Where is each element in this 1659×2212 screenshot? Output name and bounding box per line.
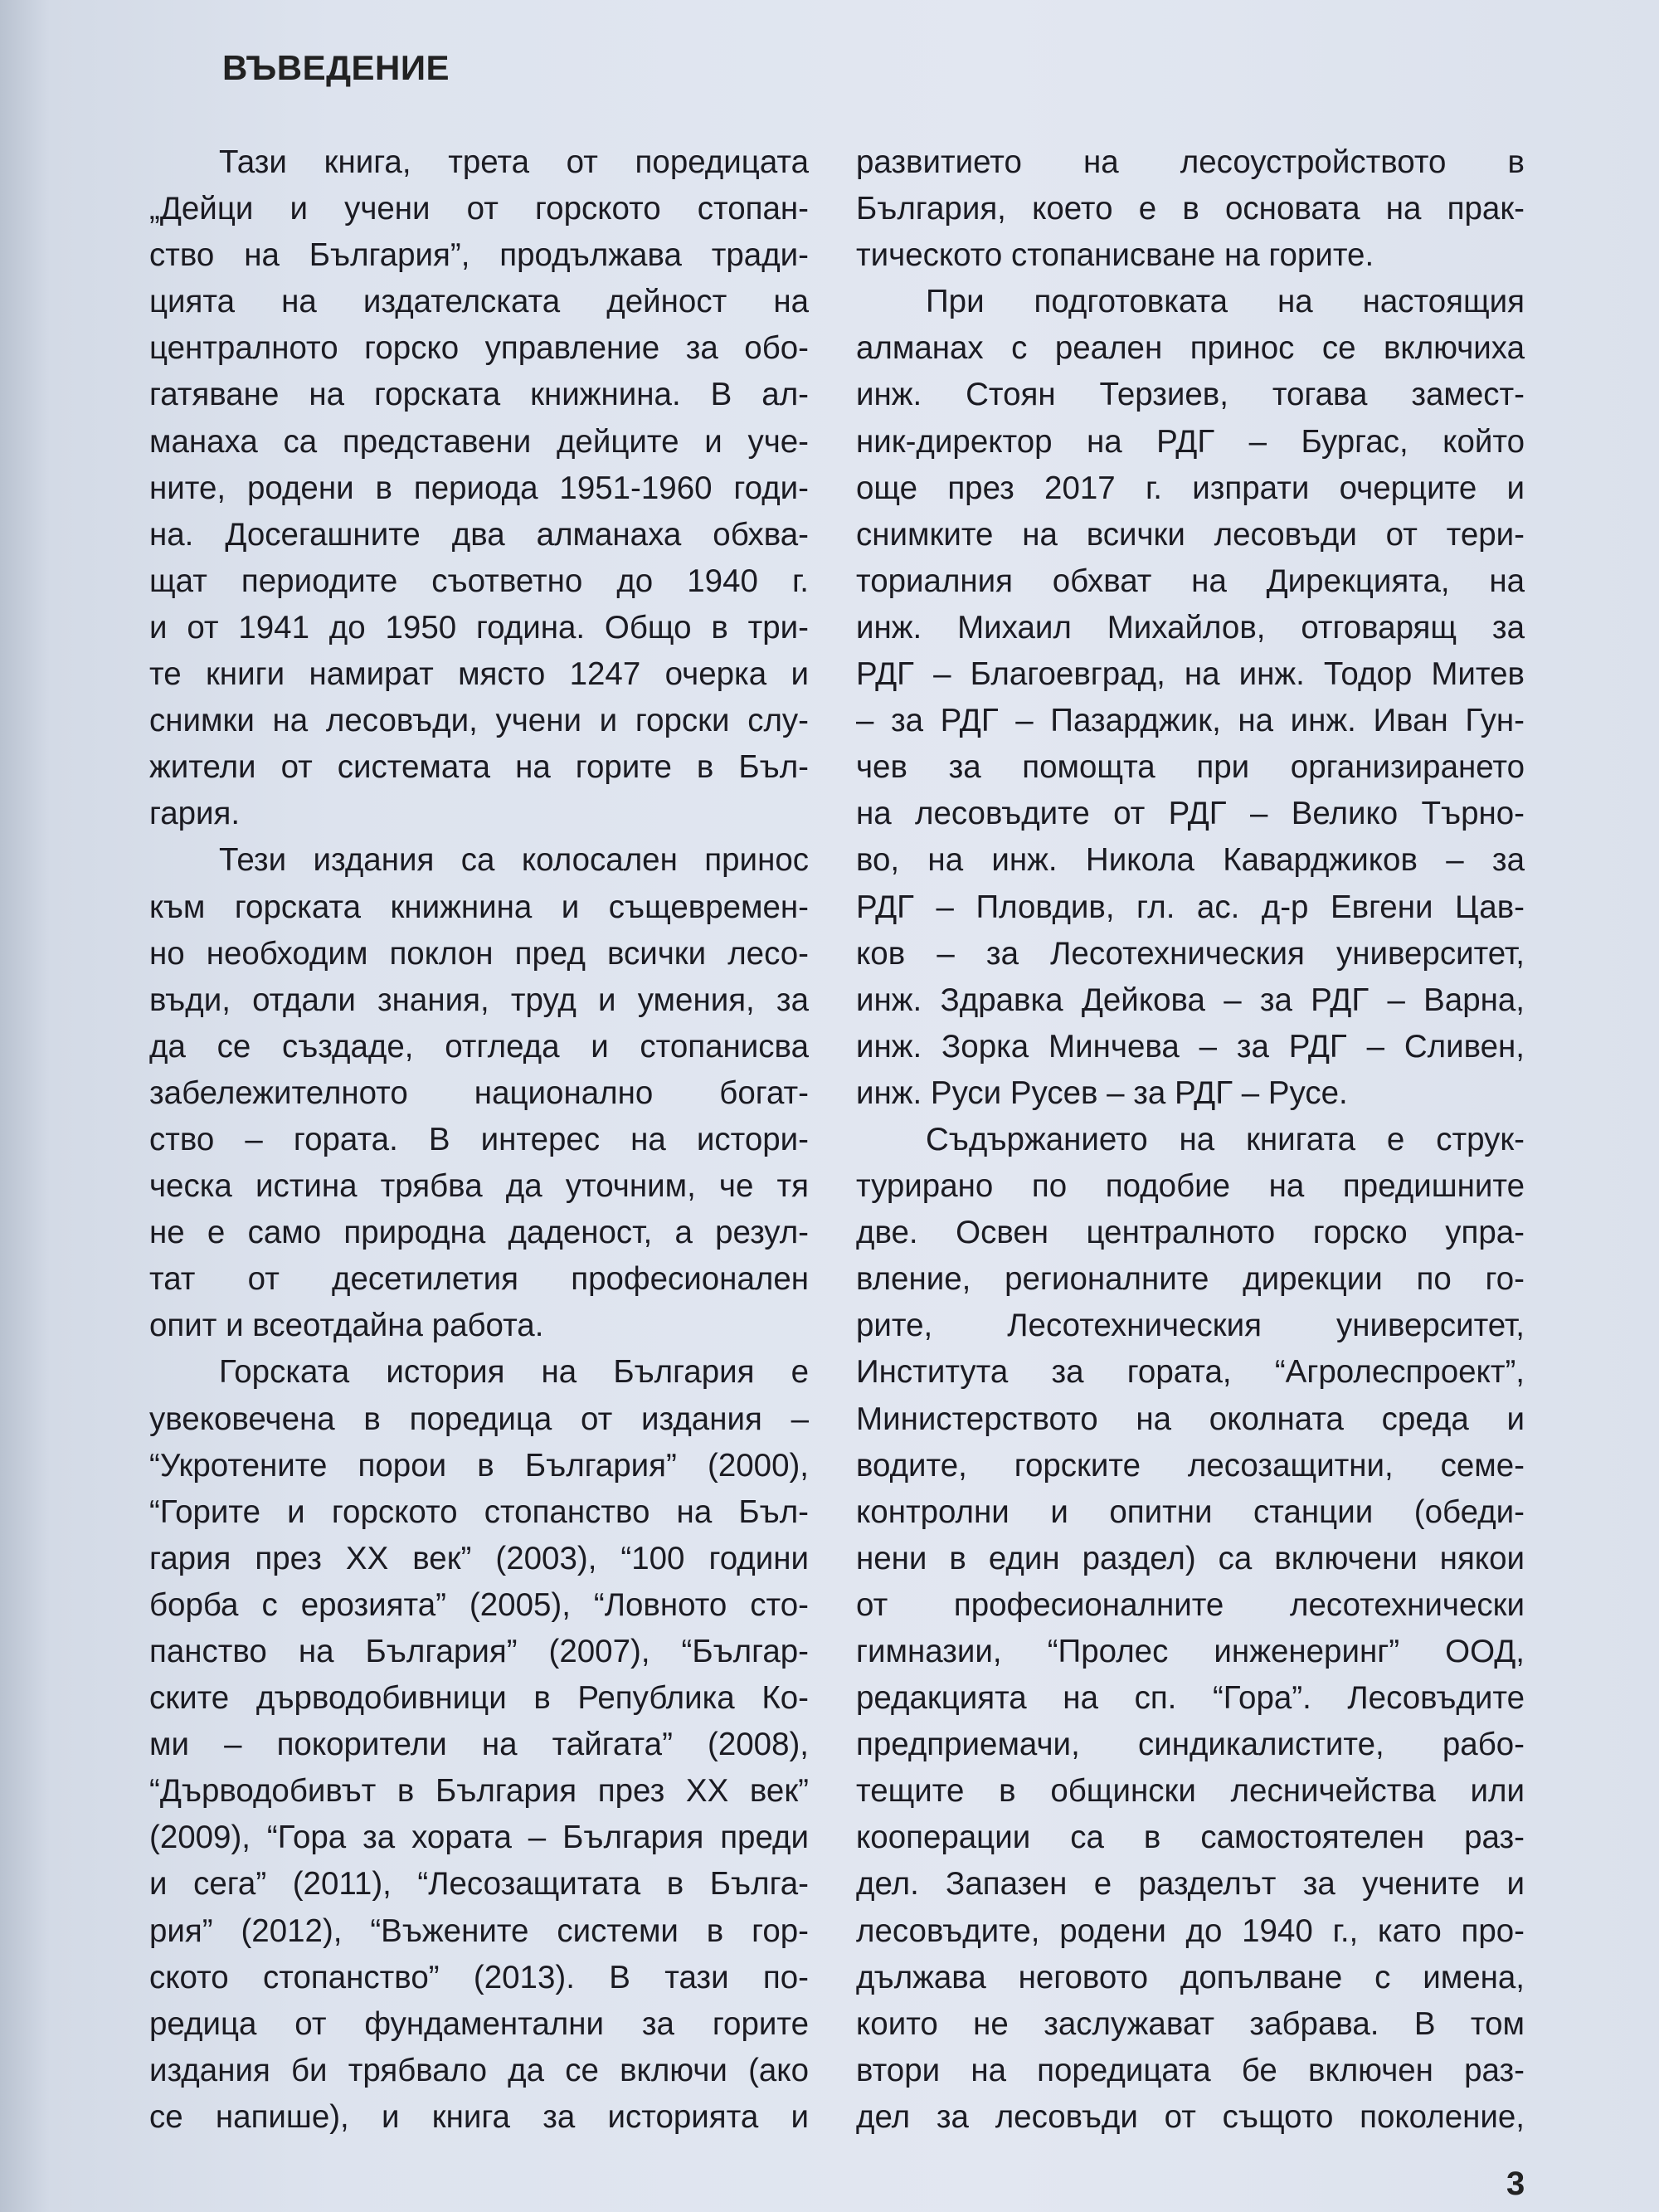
text-line: България, което е в основата на прак- bbox=[856, 191, 1525, 227]
text-line: инж. Зорка Минчева – за РДГ – Сливен, bbox=[856, 1028, 1525, 1065]
text-line: нени в един раздел) са включени някои bbox=[856, 1540, 1525, 1576]
text-line: “Дърводобивът в България през XX век” bbox=[149, 1773, 809, 1810]
text-line: вление, регионалните дирекции по го- bbox=[856, 1261, 1525, 1298]
text-line: забележителното национално богат- bbox=[149, 1074, 809, 1111]
text-line: към горската книжнина и същевремен- bbox=[149, 889, 809, 925]
text-line: издания би трябвало да се включи (ако bbox=[149, 2052, 809, 2088]
text-line: снимки на лесовъди, учени и горски слу- bbox=[149, 703, 809, 739]
text-line: гимназии, “Пролес инженеринг” ООД, bbox=[856, 1634, 1525, 1669]
text-line: опит и всеотдайна работа. bbox=[149, 1308, 544, 1344]
text-line: Тази книга, трета от поредицата bbox=[219, 144, 809, 180]
text-line: дел. Запазен е разделът за учените и bbox=[856, 1866, 1525, 1903]
text-line: дължава неговото допълване с имена, bbox=[856, 1959, 1525, 1995]
text-line: контролни и опитни станции (обеди- bbox=[856, 1493, 1525, 1530]
text-line: две. Освен централното горско упра- bbox=[856, 1215, 1525, 1251]
text-line: Института за гората, “Агролеспроект”, bbox=[856, 1354, 1525, 1391]
text-line: на. Досегашните два алманаха обхва- bbox=[149, 516, 809, 553]
text-line: РДГ – Пловдив, гл. ас. д-р Евгени Цав- bbox=[856, 889, 1525, 925]
text-line: ческа истина трябва да уточним, че тя bbox=[149, 1168, 809, 1205]
text-line: ските дърводобивници в Република Ко- bbox=[149, 1680, 809, 1717]
text-line: ското стопанство” (2013). В тази по- bbox=[149, 1959, 809, 1995]
text-line: втори на поредицата бе включен раз- bbox=[856, 2052, 1525, 2088]
text-line: увековечена в поредица от издания – bbox=[149, 1401, 809, 1437]
text-line: на лесовъдите от РДГ – Велико Търно- bbox=[856, 796, 1525, 832]
text-line: и сега” (2011), “Лесозащитата в Бълга- bbox=[149, 1866, 809, 1903]
text-line: ник-директор на РДГ – Бургас, който bbox=[856, 423, 1525, 460]
text-line: тат от десетилетия професионален bbox=[149, 1261, 809, 1298]
text-line: ми – покорители на тайгата” (2008), bbox=[149, 1727, 809, 1763]
text-line: цията на издателската дейност на bbox=[149, 284, 809, 320]
text-line: рия” (2012), “Въжените системи в гор- bbox=[149, 1912, 809, 1949]
page-number: 3 bbox=[1506, 2166, 1525, 2202]
text-line: – за РДГ – Пазарджик, на инж. Иван Гун- bbox=[856, 703, 1525, 739]
text-line: гария през XX век” (2003), “100 години bbox=[149, 1540, 809, 1576]
text-line: още през 2017 г. изпрати очерците и bbox=[856, 470, 1525, 506]
text-line: развитието на лесоустройството в bbox=[856, 144, 1525, 180]
text-line: во, на инж. Никола Каварджиков – за bbox=[856, 842, 1525, 879]
text-line: “Укротените порои в България” (2000), bbox=[149, 1447, 809, 1484]
text-line: инж. Стоян Терзиев, тогава замест- bbox=[856, 377, 1525, 413]
page-title: ВЪВЕДЕНИЕ bbox=[222, 48, 450, 87]
text-line: панство на България” (2007), “Българ- bbox=[149, 1634, 809, 1669]
text-column-right bbox=[856, 139, 1525, 2141]
text-line: да се създаде, отгледа и стопанисва bbox=[149, 1028, 809, 1065]
text-line: рите, Лесотехническия университет, bbox=[856, 1308, 1525, 1344]
text-line: редакцията на сп. “Гора”. Лесовъдите bbox=[856, 1680, 1525, 1717]
text-line: централното горско управление за обо- bbox=[149, 330, 809, 367]
text-line: ните, родени в периода 1951-1960 годи- bbox=[149, 470, 809, 506]
text-line: инж. Здравка Дейкова – за РДГ – Варна, bbox=[856, 982, 1525, 1018]
text-line: борба с ерозията” (2005), “Ловното сто- bbox=[149, 1586, 809, 1623]
text-line: водите, горските лесозащитни, семе- bbox=[856, 1447, 1525, 1484]
text-line: чев за помощта при организирането bbox=[856, 749, 1525, 786]
text-line: инж. Руси Русев – за РДГ – Русе. bbox=[856, 1074, 1348, 1111]
text-line: Горската история на България е bbox=[219, 1354, 809, 1391]
text-line: Министерството на околната среда и bbox=[856, 1401, 1525, 1437]
text-line: лесовъдите, родени до 1940 г., като про- bbox=[856, 1912, 1525, 1949]
text-line: гатяване на горската книжнина. В ал- bbox=[149, 377, 809, 413]
text-line: тещите в общински лесничейства или bbox=[856, 1773, 1525, 1810]
text-line: „Дейци и учени от горското стопан- bbox=[149, 191, 809, 227]
text-line: тическото стопанисване на горите. bbox=[856, 237, 1374, 274]
text-line: редица от фундаментални за горите bbox=[149, 2005, 809, 2042]
text-line: турирано по подобие на предишните bbox=[856, 1168, 1525, 1205]
text-line: и от 1941 до 1950 година. Общо в три- bbox=[149, 609, 809, 646]
text-line: дел за лесовъди от същото поколение, bbox=[856, 2098, 1525, 2135]
text-line: Съдържанието на книгата е струк- bbox=[926, 1121, 1525, 1157]
text-line: предприемачи, синдикалистите, рабо- bbox=[856, 1727, 1525, 1763]
text-line: щат периодите съответно до 1940 г. bbox=[149, 563, 809, 599]
text-line: които не заслужават забрава. В том bbox=[856, 2005, 1525, 2042]
text-line: ков – за Лесотехническия университет, bbox=[856, 935, 1525, 972]
text-line: но необходим поклон пред всички лесо- bbox=[149, 935, 809, 972]
text-line: ство – гората. В интерес на истори- bbox=[149, 1121, 809, 1157]
text-line: гария. bbox=[149, 796, 241, 832]
text-line: от професионалните лесотехнически bbox=[856, 1586, 1525, 1623]
text-line: кооперации са в самостоятелен раз- bbox=[856, 1820, 1525, 1856]
text-line: алманах с реален принос се включиха bbox=[856, 330, 1525, 367]
text-line: те книги намират място 1247 очерка и bbox=[149, 656, 809, 693]
text-line: снимките на всички лесовъди от тери- bbox=[856, 516, 1525, 553]
text-line: жители от системата на горите в Бъл- bbox=[149, 749, 809, 786]
text-line: (2009), “Гора за хората – България преди bbox=[149, 1820, 809, 1856]
text-line: “Горите и горското стопанство на Бъл- bbox=[149, 1493, 809, 1530]
text-line: При подготовката на настоящия bbox=[926, 284, 1525, 320]
text-line: РДГ – Благоевград, на инж. Тодор Митев bbox=[856, 656, 1525, 693]
text-line: инж. Михаил Михайлов, отговарящ за bbox=[856, 609, 1525, 646]
text-line: въди, отдали знания, труд и умения, за bbox=[149, 982, 809, 1018]
text-line: манаха са представени дейците и уче- bbox=[149, 423, 809, 460]
text-line: ториалния обхват на Дирекцията, на bbox=[856, 563, 1525, 599]
text-line: Тези издания са колосален принос bbox=[219, 842, 809, 879]
text-line: ство на България”, продължава тради- bbox=[149, 237, 809, 274]
text-column-left bbox=[149, 139, 809, 2141]
text-line: не е само природна даденост, а резул- bbox=[149, 1215, 809, 1251]
text-line: се напише), и книга за историята и bbox=[149, 2098, 809, 2135]
